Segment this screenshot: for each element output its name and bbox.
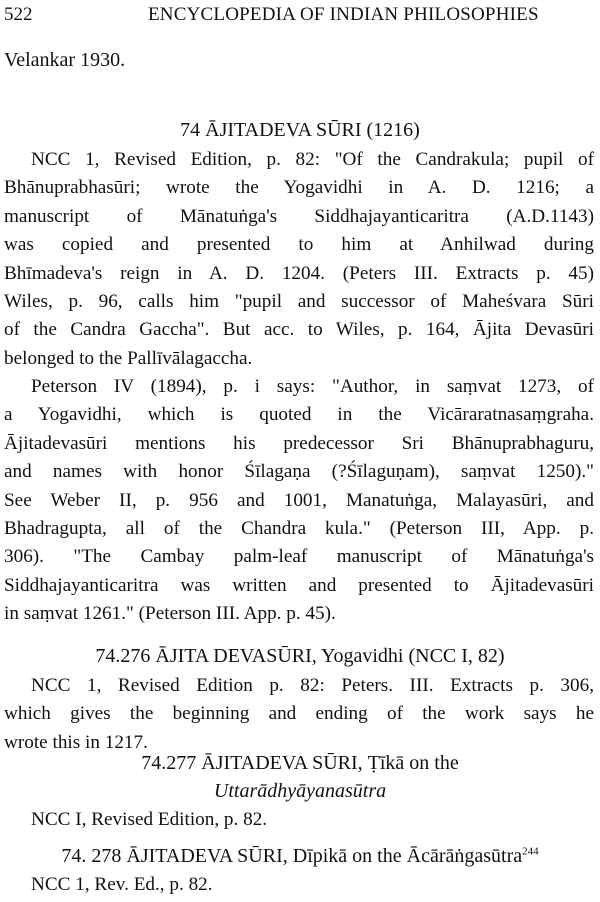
text-line: of the Candra Gaccha". But acc. to Wiles, p. 164, Ājita Devasūri — [4, 319, 594, 341]
text-line: manuscript of Mānatuṅga's Siddhajayanticaritra (A.D.1143) — [4, 205, 594, 227]
text-line: NCC 1, Revised Edition, p. 82: "Of the Candrakula; pupil of — [31, 149, 594, 170]
paragraph-74-2 — [4, 373, 594, 629]
paragraph-74-277 — [4, 806, 594, 834]
text-line: NCC I, Revised Edition, p. 82. — [31, 809, 268, 830]
section-heading-74-277: 74.277 ĀJITADEVA SŪRI, Ṭīkā on the — [141, 752, 459, 774]
text-line: Peterson IV (1894), p. i says: "Author, in saṃvat 1273, of — [31, 376, 594, 397]
page-number: 522 — [4, 4, 33, 25]
section-heading-74-277-line2: Uttarādhyāyanasūtra — [213, 780, 387, 802]
text-line: Bhadragupta, all of the Chandra kula." (Peterson III, App. p. — [4, 518, 594, 540]
continuation-line: Velankar 1930. — [4, 49, 126, 71]
text-line: Bhīmadeva's reign in A. D. 1204. (Peters III. Extracts p. 45) — [4, 262, 594, 284]
text-line: was copied and presented to him at Anhilwad during — [4, 234, 594, 256]
text-line: which gives the beginning and ending of the work says he — [4, 703, 594, 725]
section-heading-74-276: 74.276 ĀJITA DEVASŪRI, Yogavidhi (NCC I, 82) — [95, 645, 505, 667]
text-line: Wiles, p. 96, calls him "pupil and successor of Maheśvara Sūri — [4, 291, 594, 313]
text-line: NCC 1, Revised Edition p. 82: Peters. III. Extracts p. 306, — [31, 675, 594, 696]
text-line: wrote this in 1217. — [4, 731, 148, 753]
text-line: and names with honor Śīlagaṇa (?Śīlaguṇam), saṃvat 1250)." — [4, 461, 594, 483]
section-heading-74-278 — [0, 842, 600, 870]
text-line: Siddhajayanticaritra was written and presented to Ājitadevasūri — [4, 574, 594, 596]
paragraph-74-278 — [4, 871, 594, 899]
footnote-ref: 244 — [522, 845, 539, 858]
text-line: 306). "The Cambay palm-leaf manuscript of Mānatuṅga's — [4, 546, 594, 568]
text-line: a Yogavidhi, which is quoted in the Vicāraratnasaṃgraha. — [4, 404, 594, 426]
text-line: Bhānuprabhasūri; wrote the Yogavidhi in A. D. 1216; a — [4, 177, 594, 199]
text-line: See Weber II, p. 956 and 1001, Manatuṅga, Malayasūri, and — [4, 489, 594, 511]
text-line: Ājitadevasūri mentions his predecessor Sri Bhānuprabhaguru, — [4, 432, 594, 454]
paragraph-74-276 — [4, 672, 594, 757]
text-line: in saṃvat 1261." (Peterson III. App. p. 45). — [4, 603, 336, 625]
running-title: ENCYCLOPEDIA OF INDIAN PHILOSOPHIES — [148, 4, 539, 25]
text-line: NCC 1, Rev. Ed., p. 82. — [31, 874, 213, 895]
section-heading-74: 74 ĀJITADEVA SŪRI (1216) — [180, 119, 420, 141]
running-header — [0, 2, 600, 32]
text-line: belonged to the Pallīvālagaccha. — [4, 347, 253, 369]
heading-text: 74. 278 ĀJITADEVA SŪRI, Dīpikā on the Ācārāṅgasūtra — [61, 845, 523, 867]
paragraph-74-1 — [4, 146, 594, 373]
